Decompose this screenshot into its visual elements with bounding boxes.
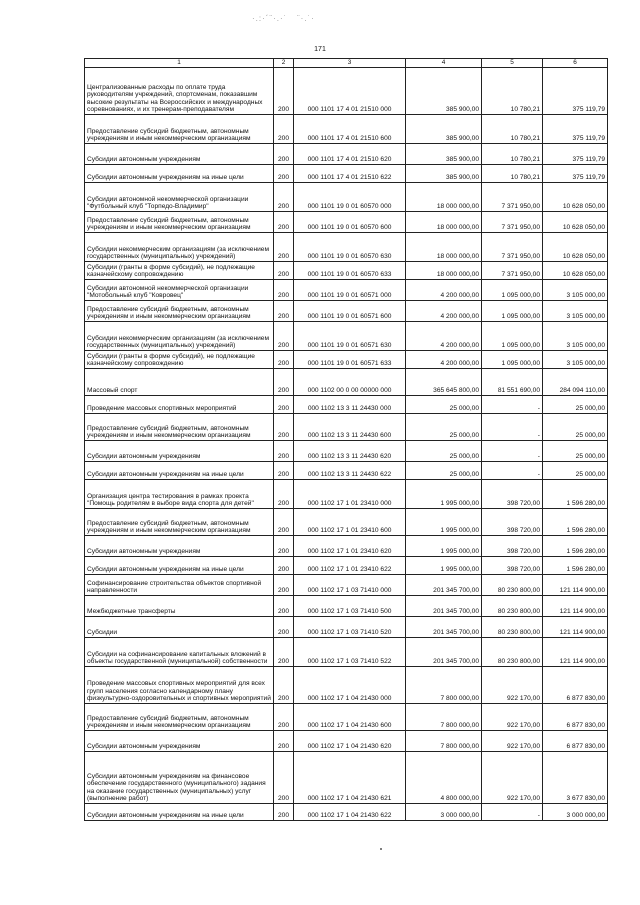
header-cell: 3 (294, 59, 406, 68)
row-code: 000 1102 13 3 11 24430 600 (294, 414, 406, 441)
row-kvr: 200 (274, 115, 294, 144)
row-rest: 121 114 900,00 (543, 617, 608, 638)
row-fact: 1 095 000,00 (482, 351, 543, 369)
row-plan: 25 000,00 (406, 441, 482, 462)
row-code: 000 1101 19 0 01 60571 630 (294, 322, 406, 351)
row-kvr: 200 (274, 617, 294, 638)
budget-table (84, 58, 608, 821)
row-code: 000 1101 17 4 01 21510 620 (294, 144, 406, 165)
row-rest: 375 119,79 (543, 115, 608, 144)
row-kvr: 200 (274, 369, 294, 396)
row-code: 000 1102 17 1 03 71410 000 (294, 575, 406, 596)
row-plan: 385 900,00 (406, 68, 482, 115)
row-name: Предоставление субсидий бюджетным, автономным учреждениям и иным некоммерческим организациям (85, 704, 274, 731)
row-fact: 10 780,21 (482, 115, 543, 144)
row-fact: 81 551 690,00 (482, 369, 543, 396)
row-code: 000 1101 19 0 01 60571 000 (294, 280, 406, 301)
row-rest: 1 596 280,00 (543, 557, 608, 575)
row-kvr: 200 (274, 731, 294, 752)
row-name: Субсидии автономным учреждениям (85, 536, 274, 557)
row-name: Проведение массовых спортивных мероприятий (85, 396, 274, 414)
row-code: 000 1102 17 1 03 71410 500 (294, 596, 406, 617)
row-name: Субсидии автономным учреждениям на иные цели (85, 557, 274, 575)
row-fact: 922 170,00 (482, 752, 543, 804)
row-kvr: 200 (274, 68, 294, 115)
row-rest: 25 000,00 (543, 441, 608, 462)
row-code: 000 1102 17 1 01 23410 622 (294, 557, 406, 575)
row-name: Предоставление субсидий бюджетным, автономным учреждениям и иным некоммерческим организациям (85, 301, 274, 322)
row-name: Субсидии (85, 617, 274, 638)
row-plan: 365 645 800,00 (406, 369, 482, 396)
row-kvr: 200 (274, 322, 294, 351)
row-plan: 1 995 000,00 (406, 557, 482, 575)
row-fact: 80 230 800,00 (482, 596, 543, 617)
row-code: 000 1102 17 1 04 21430 600 (294, 704, 406, 731)
row-code: 000 1102 13 3 11 24430 000 (294, 396, 406, 414)
row-rest: 3 105 000,00 (543, 322, 608, 351)
table-row (85, 536, 608, 557)
row-rest: 25 000,00 (543, 462, 608, 480)
row-plan: 18 000 000,00 (406, 262, 482, 280)
row-plan: 4 200 000,00 (406, 301, 482, 322)
row-name: Субсидии автономной некоммерческой организации "Мотобольный клуб "Ковровец" (85, 280, 274, 301)
row-code: 000 1101 17 4 01 21510 600 (294, 115, 406, 144)
row-fact: 80 230 800,00 (482, 617, 543, 638)
header-row (85, 59, 608, 68)
row-code: 000 1101 19 0 01 60570 600 (294, 212, 406, 233)
row-code: 000 1101 19 0 01 60570 633 (294, 262, 406, 280)
row-code: 000 1102 13 3 11 24430 620 (294, 441, 406, 462)
table-row (85, 804, 608, 821)
row-kvr: 200 (274, 262, 294, 280)
row-code: 000 1101 17 4 01 21510 000 (294, 68, 406, 115)
row-plan: 25 000,00 (406, 462, 482, 480)
table-row (85, 462, 608, 480)
row-name: Субсидии автономной некоммерческой организации "Футбольный клуб "Торпедо-Владимир" (85, 183, 274, 212)
row-kvr: 200 (274, 212, 294, 233)
table-row (85, 351, 608, 369)
table-row (85, 262, 608, 280)
table-row (85, 414, 608, 441)
row-plan: 7 800 000,00 (406, 704, 482, 731)
row-rest: 25 000,00 (543, 396, 608, 414)
table-row (85, 183, 608, 212)
row-fact: 1 095 000,00 (482, 280, 543, 301)
row-kvr: 200 (274, 396, 294, 414)
row-code: 000 1102 17 1 04 21430 622 (294, 804, 406, 821)
scan-artifact: ·.:·´¨·.·˙ ¨·.˙· (252, 14, 315, 23)
table-row (85, 509, 608, 536)
row-kvr: 200 (274, 233, 294, 262)
table-row (85, 480, 608, 509)
row-plan: 7 800 000,00 (406, 667, 482, 704)
row-rest: 121 114 900,00 (543, 575, 608, 596)
table-row (85, 212, 608, 233)
row-name: Организация центра тестирования в рамках проекта "Помощь родителям в выборе вида спорта для детей" (85, 480, 274, 509)
row-fact: 922 170,00 (482, 731, 543, 752)
table-row (85, 575, 608, 596)
row-fact: 922 170,00 (482, 667, 543, 704)
row-fact: - (482, 414, 543, 441)
row-fact: 7 371 950,00 (482, 262, 543, 280)
row-plan: 201 345 700,00 (406, 638, 482, 667)
row-fact: 80 230 800,00 (482, 638, 543, 667)
table-row (85, 617, 608, 638)
row-code: 000 1102 17 1 01 23410 000 (294, 480, 406, 509)
page-number: 171 (314, 46, 326, 53)
row-rest: 10 628 050,00 (543, 183, 608, 212)
row-name: Субсидии автономным учреждениям на иные цели (85, 462, 274, 480)
row-name: Субсидии автономным учреждениям на финансовое обеспечение государственного (муниципального) задания на оказание государственных (муниципальных) услуг (выполнение работ) (85, 752, 274, 804)
row-rest: 3 105 000,00 (543, 280, 608, 301)
row-plan: 201 345 700,00 (406, 617, 482, 638)
row-code: 000 1101 19 0 01 60570 630 (294, 233, 406, 262)
row-plan: 4 200 000,00 (406, 280, 482, 301)
row-name: Предоставление субсидий бюджетным, автономным учреждениям и иным некоммерческим организациям (85, 115, 274, 144)
table-row (85, 369, 608, 396)
row-rest: 10 628 050,00 (543, 212, 608, 233)
header-cell: 5 (482, 59, 543, 68)
row-name: Субсидии автономным учреждениям (85, 441, 274, 462)
row-name: Субсидии (гранты в форме субсидий), не подлежащие казначейскому сопровождению (85, 262, 274, 280)
row-kvr: 200 (274, 596, 294, 617)
table-row (85, 280, 608, 301)
row-kvr: 200 (274, 575, 294, 596)
row-kvr: 200 (274, 280, 294, 301)
row-rest: 10 628 050,00 (543, 262, 608, 280)
row-rest: 6 877 830,00 (543, 667, 608, 704)
row-plan: 18 000 000,00 (406, 233, 482, 262)
row-fact: 7 371 950,00 (482, 183, 543, 212)
row-fact: 7 371 950,00 (482, 233, 543, 262)
row-name: Субсидии автономным учреждениям (85, 144, 274, 165)
table-row (85, 596, 608, 617)
row-fact: 398 720,00 (482, 536, 543, 557)
row-kvr: 200 (274, 509, 294, 536)
header-cell: 6 (543, 59, 608, 68)
row-kvr: 200 (274, 667, 294, 704)
row-rest: 1 596 280,00 (543, 480, 608, 509)
row-name: Субсидии автономным учреждениям на иные цели (85, 165, 274, 183)
row-plan: 1 995 000,00 (406, 480, 482, 509)
row-fact: - (482, 804, 543, 821)
table-row (85, 233, 608, 262)
row-name: Массовый спорт (85, 369, 274, 396)
row-name: Субсидии автономным учреждениям (85, 731, 274, 752)
row-kvr: 200 (274, 144, 294, 165)
row-rest: 375 119,79 (543, 144, 608, 165)
row-code: 000 1101 17 4 01 21510 622 (294, 165, 406, 183)
table-row (85, 396, 608, 414)
row-plan: 4 200 000,00 (406, 351, 482, 369)
row-rest: 375 119,79 (543, 68, 608, 115)
row-rest: 3 105 000,00 (543, 351, 608, 369)
table-row (85, 441, 608, 462)
row-kvr: 200 (274, 441, 294, 462)
row-kvr: 200 (274, 804, 294, 821)
row-fact: 1 095 000,00 (482, 322, 543, 351)
row-kvr: 200 (274, 183, 294, 212)
row-plan: 4 200 000,00 (406, 322, 482, 351)
table-row (85, 144, 608, 165)
row-rest: 121 114 900,00 (543, 596, 608, 617)
table-row (85, 165, 608, 183)
row-name: Субсидии некоммерческим организациям (за исключением государственных (муниципальных) учреждений) (85, 233, 274, 262)
row-kvr: 200 (274, 536, 294, 557)
row-code: 000 1102 17 1 04 21430 000 (294, 667, 406, 704)
row-plan: 4 800 000,00 (406, 752, 482, 804)
row-plan: 25 000,00 (406, 414, 482, 441)
table-row (85, 667, 608, 704)
row-name: Субсидии на софинансирование капитальных вложений в объекты государственной (муниципальной) собственности (85, 638, 274, 667)
row-plan: 201 345 700,00 (406, 575, 482, 596)
table-row (85, 322, 608, 351)
row-plan: 3 000 000,00 (406, 804, 482, 821)
row-kvr: 200 (274, 480, 294, 509)
row-kvr: 200 (274, 301, 294, 322)
row-rest: 3 105 000,00 (543, 301, 608, 322)
row-code: 000 1102 17 1 01 23410 600 (294, 509, 406, 536)
table-row (85, 638, 608, 667)
table-row (85, 557, 608, 575)
row-name: Предоставление субсидий бюджетным, автономным учреждениям и иным некоммерческим организациям (85, 212, 274, 233)
row-plan: 385 900,00 (406, 165, 482, 183)
row-kvr: 200 (274, 752, 294, 804)
row-name: Субсидии автономным учреждениям на иные цели (85, 804, 274, 821)
row-rest: 25 000,00 (543, 414, 608, 441)
row-name: Проведение массовых спортивных мероприятий для всех групп населения согласно календарному плану физкультурно-оздоровительных и спортивных мероприятий (85, 667, 274, 704)
row-rest: 1 596 280,00 (543, 509, 608, 536)
row-fact: 7 371 950,00 (482, 212, 543, 233)
row-plan: 385 900,00 (406, 115, 482, 144)
table-row (85, 68, 608, 115)
row-name: Субсидии некоммерческим организациям (за исключением государственных (муниципальных) учреждений) (85, 322, 274, 351)
row-name: Субсидии (гранты в форме субсидий), не подлежащие казначейскому сопровождению (85, 351, 274, 369)
row-rest: 284 094 110,00 (543, 369, 608, 396)
table-row (85, 752, 608, 804)
table-row (85, 704, 608, 731)
row-plan: 18 000 000,00 (406, 183, 482, 212)
row-plan: 7 800 000,00 (406, 731, 482, 752)
header-cell: 4 (406, 59, 482, 68)
row-kvr: 200 (274, 462, 294, 480)
row-code: 000 1102 17 1 03 71410 520 (294, 617, 406, 638)
row-plan: 1 995 000,00 (406, 536, 482, 557)
row-fact: 80 230 800,00 (482, 575, 543, 596)
row-rest: 3 000 000,00 (543, 804, 608, 821)
row-rest: 6 877 830,00 (543, 731, 608, 752)
row-name: Предоставление субсидий бюджетным, автономным учреждениям и иным некоммерческим организациям (85, 414, 274, 441)
row-kvr: 200 (274, 351, 294, 369)
row-fact: 10 780,21 (482, 68, 543, 115)
row-code: 000 1101 19 0 01 60571 633 (294, 351, 406, 369)
row-name: Предоставление субсидий бюджетным, автономным учреждениям и иным некоммерческим организациям (85, 509, 274, 536)
scan-dot (380, 848, 382, 850)
row-name: Централизованные расходы по оплате труда руководителям учреждений, спортсменам, показавшим высокие результаты на Всероссийских и международных соревнованиях, и их тренерам-преподавателям (85, 68, 274, 115)
row-fact: 10 780,21 (482, 165, 543, 183)
row-code: 000 1102 17 1 04 21430 620 (294, 731, 406, 752)
row-plan: 1 995 000,00 (406, 509, 482, 536)
row-code: 000 1102 00 0 00 00000 000 (294, 369, 406, 396)
row-code: 000 1102 13 3 11 24430 622 (294, 462, 406, 480)
row-plan: 385 900,00 (406, 144, 482, 165)
row-plan: 25 000,00 (406, 396, 482, 414)
row-plan: 18 000 000,00 (406, 212, 482, 233)
table-row (85, 301, 608, 322)
row-rest: 6 877 830,00 (543, 704, 608, 731)
row-fact: 398 720,00 (482, 509, 543, 536)
row-name: Софинансирование строительства объектов спортивной направленности (85, 575, 274, 596)
row-code: 000 1102 17 1 03 71410 522 (294, 638, 406, 667)
row-rest: 121 114 900,00 (543, 638, 608, 667)
row-rest: 375 119,79 (543, 165, 608, 183)
row-fact: 398 720,00 (482, 480, 543, 509)
row-fact: - (482, 396, 543, 414)
row-code: 000 1102 17 1 04 21430 621 (294, 752, 406, 804)
row-fact: 398 720,00 (482, 557, 543, 575)
row-rest: 3 677 830,00 (543, 752, 608, 804)
row-code: 000 1102 17 1 01 23410 620 (294, 536, 406, 557)
header-cell: 1 (85, 59, 274, 68)
row-fact: 922 170,00 (482, 704, 543, 731)
header-cell: 2 (274, 59, 294, 68)
row-fact: - (482, 441, 543, 462)
row-name: Межбюджетные трансферты (85, 596, 274, 617)
row-fact: 10 780,21 (482, 144, 543, 165)
row-rest: 1 596 280,00 (543, 536, 608, 557)
row-kvr: 200 (274, 557, 294, 575)
row-code: 000 1101 19 0 01 60570 000 (294, 183, 406, 212)
row-fact: 1 095 000,00 (482, 301, 543, 322)
table-row (85, 731, 608, 752)
row-kvr: 200 (274, 165, 294, 183)
table-row (85, 115, 608, 144)
row-kvr: 200 (274, 704, 294, 731)
row-kvr: 200 (274, 638, 294, 667)
row-fact: - (482, 462, 543, 480)
row-kvr: 200 (274, 414, 294, 441)
row-rest: 10 628 050,00 (543, 233, 608, 262)
row-code: 000 1101 19 0 01 60571 600 (294, 301, 406, 322)
row-plan: 201 345 700,00 (406, 596, 482, 617)
